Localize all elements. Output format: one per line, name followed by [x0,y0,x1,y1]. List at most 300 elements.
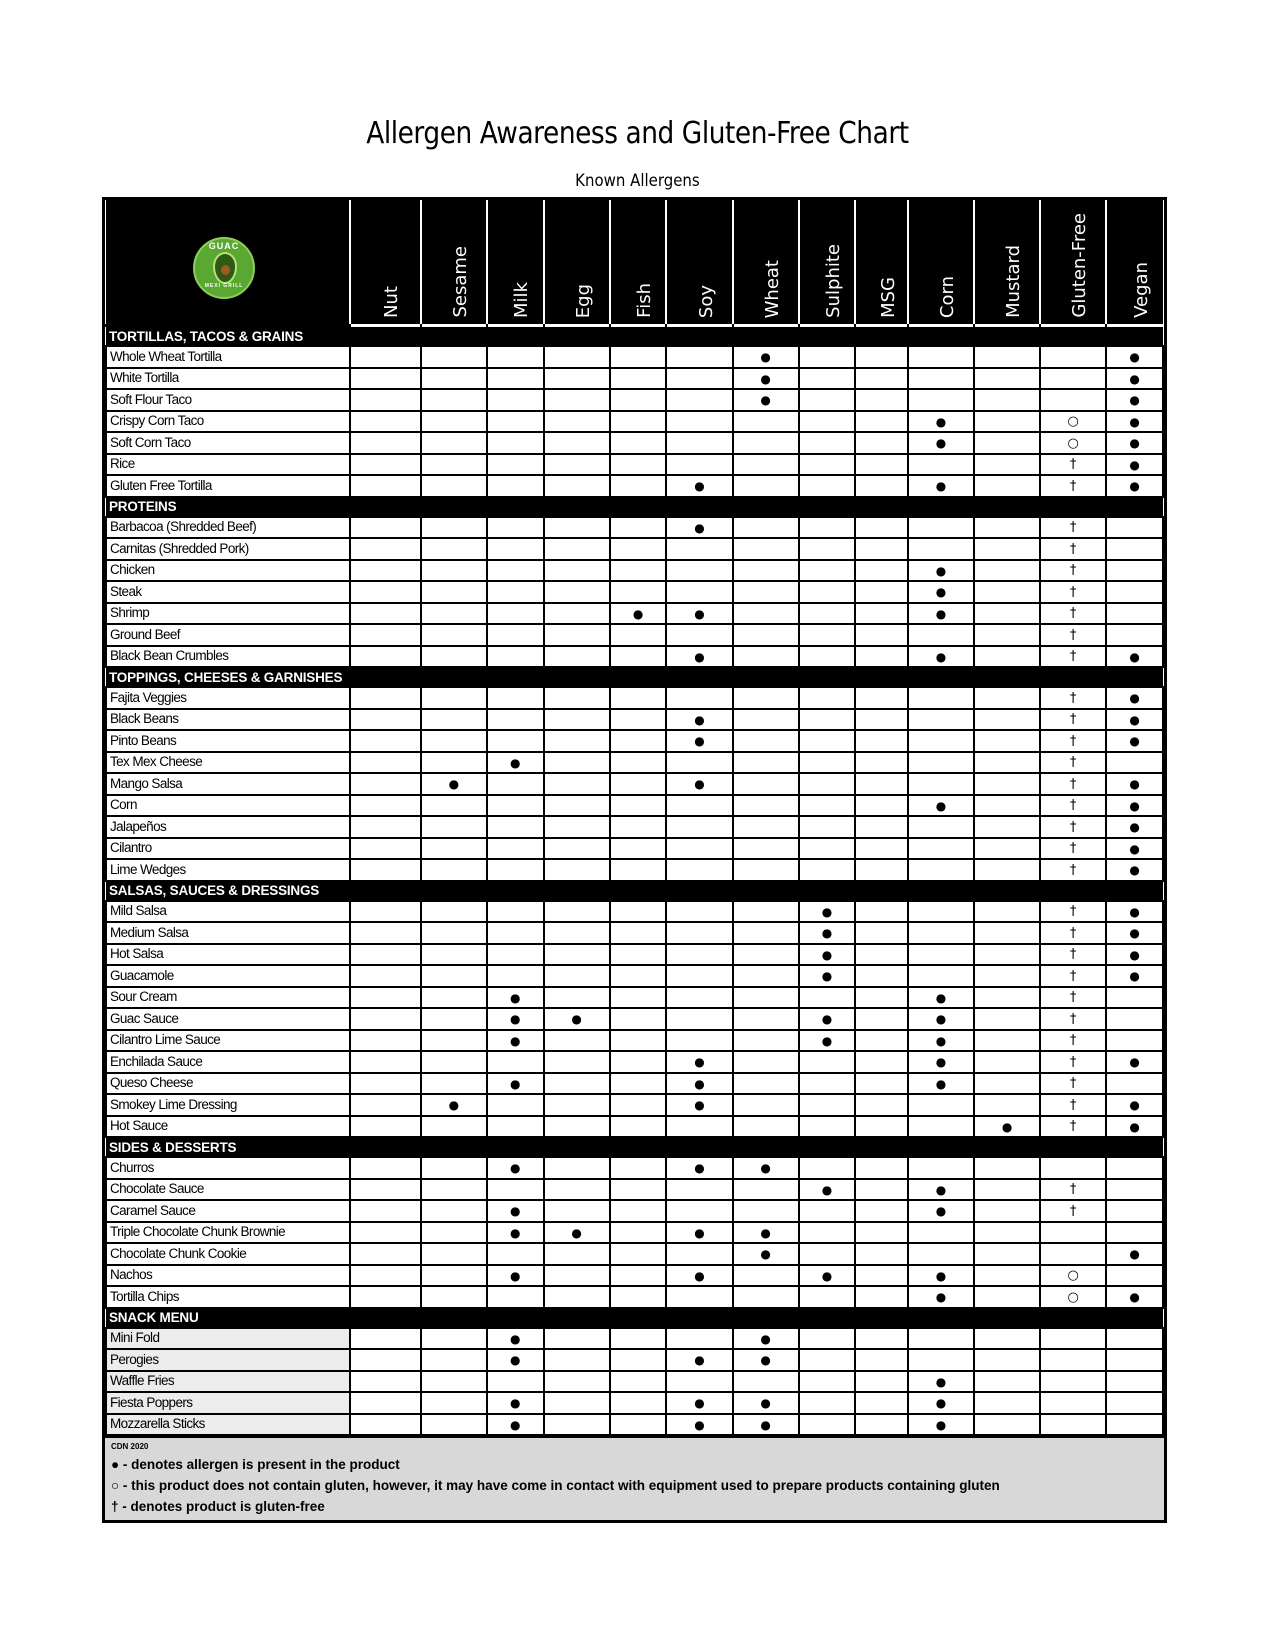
allergen-cell [487,646,544,668]
allergen-cell [544,432,610,454]
allergen-cell [908,1392,974,1414]
allergen-cell [1106,411,1163,433]
allergen-cell [908,346,974,368]
allergen-cell [855,752,908,774]
allergen-cell [1040,1414,1106,1436]
allergen-cell [974,965,1040,987]
allergen-cell [733,773,799,795]
allergen-cell [544,1392,610,1414]
allergen-mark: ● [935,1374,947,1389]
allergen-cell [974,1179,1040,1201]
allergen-cell [1106,1073,1163,1095]
allergen-cell [908,1008,974,1030]
allergen-mark: ● [694,777,705,792]
allergen-cell [1040,965,1106,987]
allergen-mark: ● [510,1012,521,1027]
allergen-cell [908,1073,974,1095]
allergen-cell [908,901,974,923]
allergen-cell [908,1030,974,1052]
allergen-cell [908,752,974,774]
allergen-cell [421,1073,487,1095]
table-row [106,1094,1163,1116]
legend-present: ● - denotes allergen is present in the product [111,1457,400,1472]
allergen-cell [544,624,610,646]
allergen-cell [610,581,667,603]
allergen-cell [855,1286,908,1308]
allergen-cell [487,1265,544,1287]
allergen-cell [350,517,421,539]
allergen-cell [610,454,667,476]
allergen-mark: † [1069,841,1077,857]
table-row [106,1286,1163,1308]
allergen-cell [487,816,544,838]
allergen-cell [1106,475,1163,497]
allergen-cell [350,624,421,646]
allergen-cell [733,838,799,860]
allergen-cell [487,1222,544,1244]
allergen-cell [610,1179,667,1201]
allergen-cell [974,368,1040,390]
allergen-mark: † [1069,1119,1077,1135]
allergen-cell [666,1392,732,1414]
allergen-cell [487,517,544,539]
allergen-cell [733,901,799,923]
item-name: Black Bean Crumbles [106,646,350,668]
allergen-mark: ● [694,1396,705,1411]
allergen-cell [544,454,610,476]
allergen-cell [610,1073,667,1095]
allergen-cell [421,816,487,838]
allergen-mark: ● [510,1076,521,1091]
allergen-mark: † [1069,520,1077,536]
page-subtitle: Known Allergens [575,171,700,191]
allergen-cell [350,965,421,987]
allergen-cell [544,1030,610,1052]
column-header [350,200,421,324]
allergen-cell [799,454,856,476]
allergen-cell [908,603,974,625]
section-header-row [106,881,1163,901]
table-row [106,730,1163,752]
allergen-cell [544,1265,610,1287]
allergen-mark: † [1069,819,1077,835]
allergen-cell [544,795,610,817]
allergen-cell [1040,730,1106,752]
allergen-cell [610,1371,667,1393]
allergen-cell [908,1265,974,1287]
allergen-cell [733,965,799,987]
allergen-cell [421,603,487,625]
allergen-cell [421,1392,487,1414]
allergen-cell [733,987,799,1009]
allergen-cell [487,1073,544,1095]
item-name: Queso Cheese [106,1073,350,1095]
allergen-cell [421,411,487,433]
allergen-cell [1106,901,1163,923]
allergen-mark: ● [694,1076,705,1091]
item-name: Shrimp [106,603,350,625]
allergen-cell [855,859,908,881]
allergen-cell [799,603,856,625]
allergen-cell [733,1265,799,1287]
column-header-label: MSG [877,277,899,318]
item-name: Smokey Lime Dressing [106,1094,350,1116]
allergen-mark: ● [448,777,460,792]
allergen-mark: ● [935,563,947,578]
allergen-cell [610,838,667,860]
allergen-mark: ● [1001,1119,1013,1134]
allergen-cell [733,646,799,668]
allergen-cell [855,730,908,752]
item-name: Nachos [106,1265,350,1287]
allergen-cell [799,411,856,433]
allergen-mark: ● [510,1417,521,1432]
allergen-cell [610,1030,667,1052]
allergen-cell [487,752,544,774]
allergen-cell [974,1157,1040,1179]
allergen-cell [1106,987,1163,1009]
item-name: Rice [106,454,350,476]
allergen-cell [855,454,908,476]
allergen-mark: † [1069,1033,1077,1049]
allergen-cell [855,944,908,966]
allergen-cell [974,687,1040,709]
allergen-cell [1106,1008,1163,1030]
allergen-cell [733,346,799,368]
allergen-cell [666,1265,732,1287]
allergen-cell [421,624,487,646]
allergen-mark: ● [760,1417,771,1432]
allergen-cell [421,1286,487,1308]
allergen-cell [666,730,732,752]
allergen-mark: ● [760,350,771,365]
table-row [106,475,1163,497]
item-name: Tex Mex Cheese [106,752,350,774]
allergen-cell [1040,581,1106,603]
allergen-cell [544,1414,610,1436]
allergen-mark: ● [935,1033,947,1048]
allergen-cell [1040,603,1106,625]
allergen-cell [855,709,908,731]
allergen-cell [733,368,799,390]
allergen-mark: ● [935,1290,947,1305]
column-header [487,200,544,324]
allergen-cell [487,581,544,603]
allergen-cell [733,432,799,454]
table-row [106,687,1163,709]
allergen-cell [610,922,667,944]
allergen-cell [487,795,544,817]
allergen-cell [610,730,667,752]
allergen-cell [544,901,610,923]
allergen-mark: ● [935,1417,947,1432]
table-row [106,624,1163,646]
allergen-cell [350,411,421,433]
allergen-mark: † [1069,1076,1077,1092]
allergen-cell [487,1328,544,1350]
column-header-label: Fish [634,283,656,318]
allergen-cell [350,1116,421,1138]
table-row [106,1030,1163,1052]
allergen-cell [974,1008,1040,1030]
allergen-cell [908,454,974,476]
allergen-mark: ● [571,1225,582,1240]
allergen-cell [487,922,544,944]
allergen-mark: ● [632,606,644,621]
table-row [106,411,1163,433]
allergen-cell [421,1371,487,1393]
allergen-cell [733,1008,799,1030]
allergen-cell [799,581,856,603]
column-header-label: Vegan [1131,262,1153,318]
allergen-cell [974,1222,1040,1244]
table-row [106,1200,1163,1222]
allergen-cell [1106,965,1163,987]
allergen-cell [544,709,610,731]
allergen-mark: ● [935,436,947,451]
allergen-cell [666,687,732,709]
allergen-cell [799,1094,856,1116]
allergen-cell [799,646,856,668]
table-row [106,1116,1163,1138]
allergen-cell [487,1414,544,1436]
allergen-cell [799,1328,856,1350]
allergen-cell [487,1243,544,1265]
allergen-mark: ● [510,1033,521,1048]
allergen-cell [799,1265,856,1287]
allergen-cell [974,1371,1040,1393]
table-row [106,389,1163,411]
section-header-row [106,497,1163,517]
allergen-mark: ● [821,947,833,962]
allergen-cell [666,603,732,625]
allergen-mark: ● [760,1225,771,1240]
allergen-cell [1040,624,1106,646]
allergen-mark: ● [694,734,705,749]
item-name: Chicken [106,560,350,582]
logo-text-bottom: MEXI GRILL [204,283,244,289]
allergen-cell [855,1222,908,1244]
allergen-cell [799,1157,856,1179]
item-name: Soft Corn Taco [106,432,350,454]
allergen-cell [610,1243,667,1265]
allergen-cell [666,475,732,497]
section-title: TOPPINGS, CHEESES & GARNISHES [106,667,1163,687]
allergen-cell [974,752,1040,774]
allergen-cell [799,901,856,923]
allergen-cell [666,454,732,476]
allergen-cell [1106,646,1163,668]
allergen-mark: ● [935,606,947,621]
item-name: Mozzarella Sticks [106,1414,350,1436]
allergen-mark: ● [1129,777,1140,792]
allergen-mark: ● [571,1012,582,1027]
allergen-cell [610,687,667,709]
allergen-mark: ● [935,1055,947,1070]
allergen-cell [733,1200,799,1222]
allergen-cell [544,646,610,668]
allergen-mark: ● [694,1225,705,1240]
allergen-cell [1040,1094,1106,1116]
allergen-cell [733,581,799,603]
allergen-cell [421,1328,487,1350]
allergen-cell [1040,1371,1106,1393]
allergen-mark: ● [821,1012,833,1027]
allergen-cell [1106,752,1163,774]
allergen-mark: ● [935,585,947,600]
allergen-cell [908,859,974,881]
item-name: Mild Salsa [106,901,350,923]
allergen-cell [487,1392,544,1414]
table-row [106,560,1163,582]
table-row [106,1328,1163,1350]
allergen-mark: ● [694,1098,705,1113]
allergen-cell [1106,773,1163,795]
allergen-mark: ● [1129,841,1140,856]
allergen-mark: ● [694,1055,705,1070]
allergen-cell [855,517,908,539]
allergen-cell [855,1157,908,1179]
allergen-mark: ● [935,1396,947,1411]
allergen-cell [421,1222,487,1244]
allergen-cell [799,1286,856,1308]
allergen-cell [799,944,856,966]
allergen-cell [1040,454,1106,476]
allergen-cell [350,1328,421,1350]
allergen-cell [544,1116,610,1138]
allergen-cell [1106,1328,1163,1350]
allergen-cell [908,475,974,497]
allergen-mark: ● [1129,1247,1140,1262]
allergen-cell [544,838,610,860]
allergen-cell [908,389,974,411]
allergen-cell [421,1179,487,1201]
allergen-cell [666,1051,732,1073]
allergen-cell [487,346,544,368]
allergen-cell [610,709,667,731]
allergen-cell [350,1030,421,1052]
allergen-cell [908,709,974,731]
allergen-cell [610,432,667,454]
allergen-cell [855,581,908,603]
allergen-cell [421,1243,487,1265]
legend-code: CDN 2020 [111,1442,149,1451]
allergen-cell [1106,1392,1163,1414]
allergen-cell [799,1371,856,1393]
allergen-cell [1106,346,1163,368]
allergen-cell [799,752,856,774]
allergen-cell [855,1094,908,1116]
allergen-cell [733,816,799,838]
allergen-cell [1040,1157,1106,1179]
allergen-mark: † [1069,1097,1077,1113]
allergen-cell [1040,1349,1106,1371]
allergen-cell [487,773,544,795]
allergen-cell [610,517,667,539]
allergen-cell [666,1200,732,1222]
allergen-cell [610,859,667,881]
allergen-cell [974,1328,1040,1350]
item-name: Perogies [106,1349,350,1371]
allergen-cell [544,517,610,539]
allergen-cell [610,1051,667,1073]
allergen-cell [908,432,974,454]
allergen-cell [799,346,856,368]
allergen-cell [799,624,856,646]
allergen-cell [544,1008,610,1030]
allergen-cell [544,987,610,1009]
allergen-mark: ● [821,904,833,919]
allergen-cell [799,1051,856,1073]
allergen-cell [974,1051,1040,1073]
allergen-cell [350,1222,421,1244]
table-row [106,346,1163,368]
allergen-cell [974,1392,1040,1414]
allergen-mark: ○ [1067,414,1079,430]
allergen-cell [799,1392,856,1414]
allergen-cell [487,432,544,454]
allergen-cell [1106,859,1163,881]
allergen-cell [610,901,667,923]
allergen-cell [855,475,908,497]
allergen-mark: ● [1129,798,1140,813]
item-name: Mango Salsa [106,773,350,795]
allergen-cell [666,646,732,668]
allergen-cell [974,987,1040,1009]
allergen-cell [733,1328,799,1350]
allergen-table [105,200,1164,1436]
allergen-mark: ● [510,1396,521,1411]
allergen-cell [1106,517,1163,539]
allergen-cell [610,1200,667,1222]
allergen-cell [666,346,732,368]
table-row [106,987,1163,1009]
allergen-cell [544,752,610,774]
allergen-cell [544,859,610,881]
allergen-cell [1040,987,1106,1009]
allergen-mark: ● [510,1161,521,1176]
allergen-cell [974,475,1040,497]
allergen-cell [1040,475,1106,497]
allergen-mark: † [1069,584,1077,600]
item-name: Steak [106,581,350,603]
item-name: Guac Sauce [106,1008,350,1030]
allergen-cell [908,1116,974,1138]
allergen-cell [350,730,421,752]
allergen-cell [666,944,732,966]
allergen-cell [1040,1286,1106,1308]
column-header-label: Sulphite [822,244,844,318]
allergen-cell [350,432,421,454]
allergen-cell [1040,795,1106,817]
allergen-mark: † [1069,925,1077,941]
allergen-cell [544,538,610,560]
allergen-cell [421,646,487,668]
allergen-mark: ● [935,1268,947,1283]
allergen-cell [350,475,421,497]
allergen-cell [350,1286,421,1308]
allergen-cell [666,901,732,923]
allergen-cell [350,1392,421,1414]
allergen-cell [421,1157,487,1179]
allergen-cell [1106,1265,1163,1287]
allergen-cell [544,1371,610,1393]
allergen-cell [666,965,732,987]
allergen-cell [421,1030,487,1052]
allergen-cell [350,795,421,817]
allergen-cell [1040,1073,1106,1095]
allergen-cell [733,1222,799,1244]
